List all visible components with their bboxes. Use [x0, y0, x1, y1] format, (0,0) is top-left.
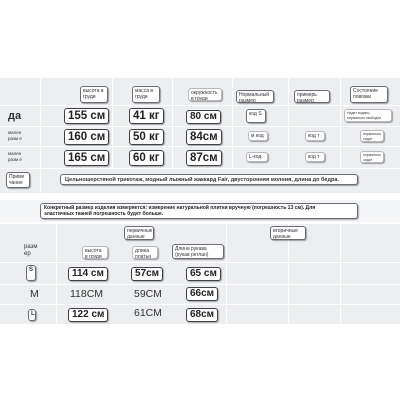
cell-length: 57см — [131, 267, 163, 281]
row-label: мален разм е — [8, 130, 22, 141]
size-l: L — [28, 309, 36, 321]
header-chest: высота в груди — [82, 246, 108, 259]
cell-note: нормально сидит — [360, 151, 384, 163]
cell-chest: 118СМ — [70, 288, 103, 300]
col-divider — [340, 78, 341, 168]
cell-note: нормально сидит — [360, 130, 384, 142]
header-normal-size: Нормальный размер — [236, 90, 274, 103]
col-divider — [340, 224, 341, 324]
cell-size: L-код — [246, 152, 268, 162]
row-divider — [0, 168, 400, 169]
group-secondary: вторичные данные — [270, 226, 306, 240]
cell-chest: 84см — [186, 129, 222, 145]
size-label: разм ер — [24, 244, 38, 257]
cell-length: 61СМ — [134, 307, 162, 319]
remark-label: Приме чание — [6, 172, 30, 188]
header-sleeve: Длина рукава (рукав реглан) — [172, 244, 224, 259]
col-divider — [226, 224, 227, 324]
cell-size: код S — [246, 109, 266, 123]
cell-sleeve: 65 см — [186, 267, 221, 281]
cell-sleeve: 68см — [186, 308, 218, 322]
cell-weight: 60 кг — [129, 150, 164, 166]
cell-weight: 41 кг — [129, 108, 164, 124]
remark-text: Цельношерстяной трикотаж, модный лыжный жаккард Fair, двусторонняя молния, длина до бедра. — [60, 174, 358, 185]
group-primary: первичные данные — [124, 226, 154, 240]
note-line-1: Конкретный размер изделия измеряется: измерение натуральной плитки вручную (погрешность 13 см). Для — [44, 205, 316, 211]
cell-chest: 114 см — [68, 267, 108, 281]
row-label: да — [8, 110, 22, 122]
cell-note: Надет водяно, нормально свободно сидит — [344, 109, 392, 122]
cell-weight: 50 кг — [129, 129, 164, 145]
cell-length: 59СМ — [134, 288, 162, 300]
cell-height: 165 см — [64, 150, 109, 166]
cell-chest: 122 см — [68, 308, 108, 322]
col-divider — [112, 78, 113, 168]
header-chest: окружность в груди — [188, 88, 222, 101]
col-divider — [232, 78, 233, 168]
cell-fit: код т — [305, 131, 325, 141]
col-divider — [288, 78, 289, 168]
header-try-size: примерь размер — [294, 90, 330, 103]
cell-height: 160 см — [64, 129, 109, 145]
cell-sleeve: 66см — [186, 287, 218, 301]
col-divider — [172, 78, 173, 168]
size-s: S — [26, 265, 36, 281]
header-condition: Состояние повязки — [350, 86, 388, 103]
size-m: M — [30, 288, 39, 300]
header-weight: масса в груди — [132, 86, 160, 103]
cell-chest: 87см — [186, 150, 222, 166]
col-divider — [56, 224, 57, 324]
cell-chest: 80 см — [186, 110, 221, 124]
cell-height: 155 см — [64, 108, 109, 124]
measurement-note — [40, 203, 358, 219]
cell-size: м код — [248, 131, 268, 141]
col-divider — [40, 78, 41, 193]
cell-fit: код т — [305, 152, 325, 162]
header-length: длина платья — [132, 246, 158, 259]
row-label: мален разм е — [8, 151, 22, 162]
header-height: высота в груди — [80, 86, 108, 103]
note-line-2: эластичных тканей погрешность будет больше. — [44, 211, 164, 217]
